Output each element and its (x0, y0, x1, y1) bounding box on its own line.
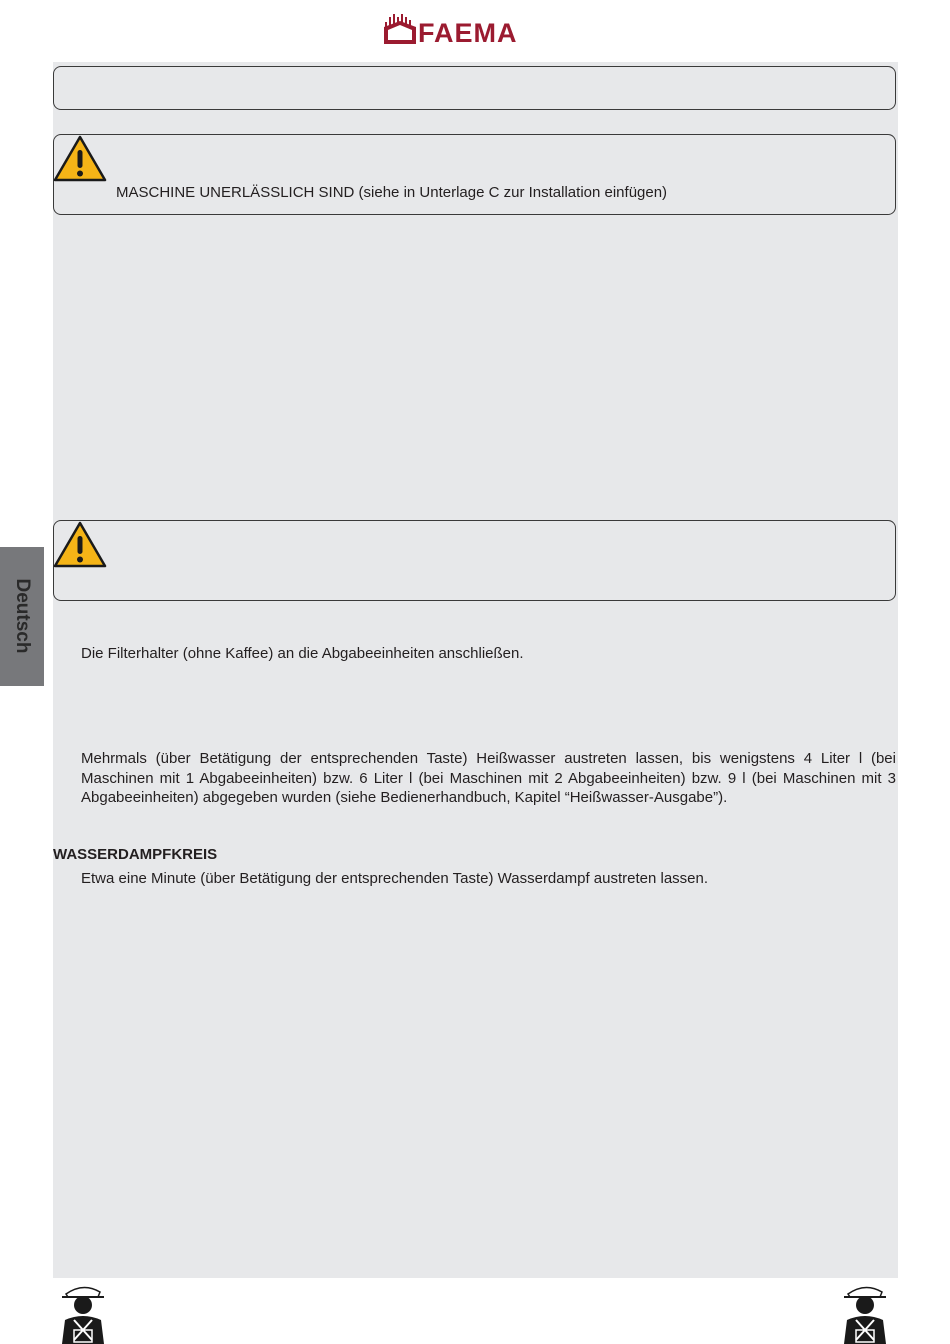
language-label: Deutsch (12, 578, 33, 654)
logo-wordmark: FAEMA (418, 18, 518, 48)
faema-logo (382, 12, 568, 48)
steam-circuit-heading: WASSERDAMPFKREIS (53, 846, 218, 863)
warning-triangle-icon (53, 520, 107, 568)
hot-water-paragraph: Mehrmals (über Betätigung der entsprechenden Taste) Heißwasser austreten lassen, bis wenigstens 4 Liter l (bei Maschinen mit 1 Abgabeeinheiten) bzw. 6 Liter l (bei Maschinen mit 2 Abgabeeinheiten) bzw. 9 l (bei Maschinen mit 3 Abgabeeinheiten) abgegeben wurden (siehe Bedienerhandbuch, Kapitel “Heißwasser-Ausgabe”). (81, 750, 896, 806)
crown-logo-icon (382, 12, 422, 48)
content-area (53, 62, 898, 1278)
technician-icon (834, 1284, 896, 1344)
technician-icon (52, 1284, 114, 1344)
warning-triangle-icon (53, 134, 107, 182)
warning-1-text: MASCHINE UNERLÄSSLICH SIND (siehe in Unterlage C zur Installation einfügen) (116, 184, 668, 201)
filter-holder-paragraph: Die Filterhalter (ohne Kaffee) an die Abgabeeinheiten anschließen. (81, 645, 524, 662)
language-side-tab (0, 547, 44, 686)
empty-info-box (53, 66, 896, 110)
steam-paragraph: Etwa eine Minute (über Betätigung der entsprechenden Taste) Wasserdampf austreten lassen. (81, 870, 709, 887)
warning-box-2 (53, 520, 896, 601)
warning-box-1 (53, 134, 896, 215)
